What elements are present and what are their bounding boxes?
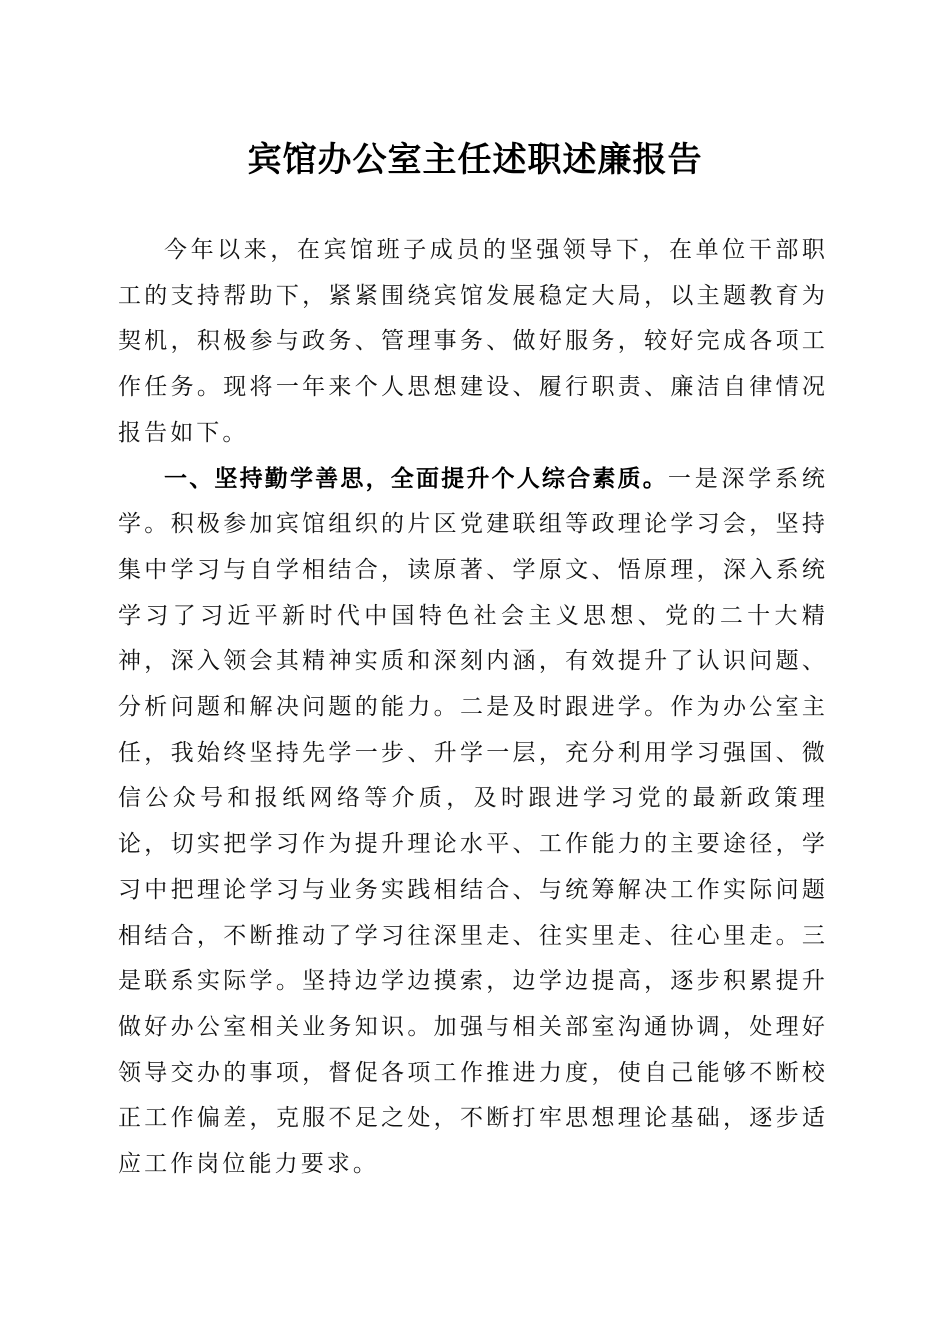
section-1-paragraph	[118, 457, 828, 1188]
section-1-heading: 一、坚持勤学善思，全面提升个人综合素质。	[164, 465, 668, 492]
section-1-body: 一是深学系统学。积极参加宾馆组织的片区党建联组等政理论学习会，坚持集中学习与自学相结合，读原著、学原文、悟原理，深入系统学习了习近平新时代中国特色社会主义思想、党的二十大精神，深入领会其精神实质和深刻内涵，有效提升了认识问题、分析问题和解决问题的能力。二是及时跟进学。作为办公室主任，我始终坚持先学一步、升学一层，充分利用学习强国、微信公众号和报纸网络等介质，及时跟进学习党的最新政策理论，切实把学习作为提升理论水平、工作能力的主要途径，学习中把理论学习与业务实践相结合、与统筹解决工作实际问题相结合，不断推动了学习往深里走、往实里走、往心里走。三是联系实际学。坚持边学边摸索，边学边提高，逐步积累提升做好办公室相关业务知识。加强与相关部室沟通协调，处理好领导交办的事项，督促各项工作推进力度，使自己能够不断校正工作偏差，克服不足之处，不断打牢思想理论基础，逐步适应工作岗位能力要求。	[118, 465, 829, 1178]
document-body	[118, 228, 828, 1188]
intro-paragraph: 今年以来，在宾馆班子成员的坚强领导下，在单位干部职工的支持帮助下，紧紧围绕宾馆发展稳定大局，以主题教育为契机，积极参与政务、管理事务、做好服务，较好完成各项工作任务。现将一年来个人思想建设、履行职责、廉洁自律情况报告如下。	[118, 237, 828, 446]
document-title: 宾馆办公室主任述职述廉报告	[247, 140, 703, 180]
